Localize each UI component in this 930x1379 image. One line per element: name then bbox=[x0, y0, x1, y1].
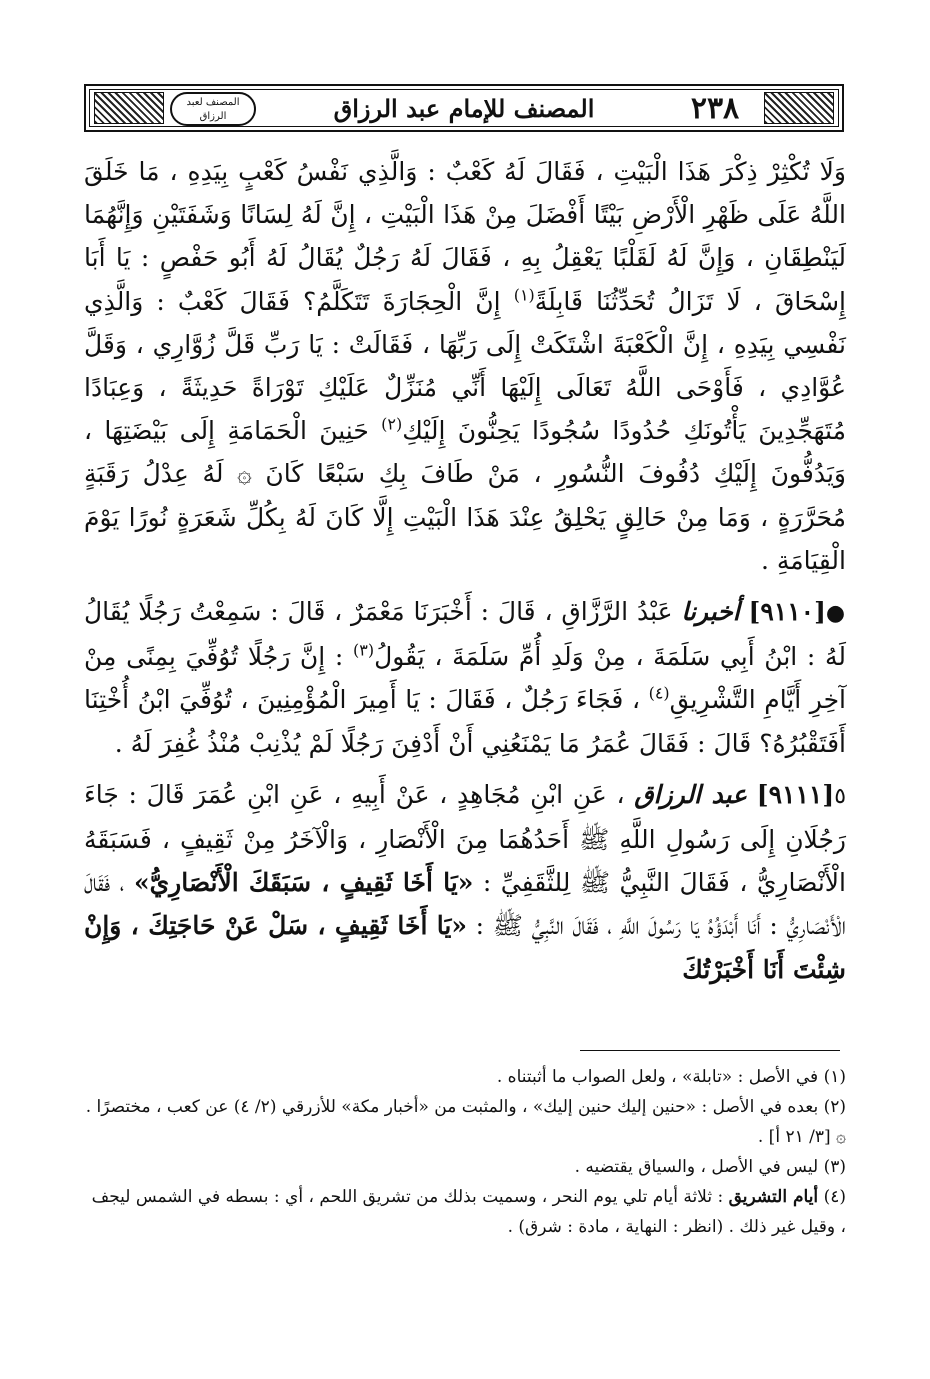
footnote-4 bbox=[84, 1182, 846, 1242]
footnote-ref-4: (٤) bbox=[648, 684, 670, 704]
bullet-marker: ● bbox=[825, 601, 846, 627]
prophetic-quote: «يَا أَخَا ثَقِيفٍ ، سَلْ عَنْ حَاجَتِكَ ، وَإِنْ شِئْتَ أَنَا أَخْبَرْتُكَ bbox=[84, 911, 846, 984]
narrator-formula: أخبرنا bbox=[681, 597, 740, 627]
text-segment: إِنَّ الْحِجَارَةَ تَتَكَلَّمُ؟ فَقَالَ كَعْبٌ : وَالَّذِي نَفْسِي بِيَدِهِ ، إِنَّ الْكَعْبَةَ اشْتَكَتْ إِلَى رَبِّهَا ، فَقَالَتْ : يَا رَبِّ قَلَّ زُوَّارِي ، وَقَلَّ عُوَّادِي ، فَأَوْحَى اللَّهُ تَعَالَى إِلَيْهَا أَنِّي مُنَزِّلٌ عَلَيْكِ تَوْرَاةً حَدِيثَةً ، وَعِبَادًا مُتَهَجِّدِينَ يَأْتُونَكِ حُدُودًا سُجُودًا يَحِنُّونَ إِلَيْكِ bbox=[84, 286, 846, 446]
text-segment: وَلَا تُكْثِرْ ذِكْرَ هَذَا الْبَيْتِ ، فَقَالَ لَهُ كَعْبٌ : وَالَّذِي نَفْسُ كَعْبٍ بِيَدِهِ ، مَا خَلَقَ اللَّهُ عَلَى ظَهْرِ الْأَرْضِ بَيْتًا أَفْضَلَ مِنْ هَذَا الْبَيْتِ ، إِنَّ لَهُ لِسَانًا وَشَفَتَيْنِ وَإِنَّهُمَا لَيَنْطِقَانِ ، وَإِنَّ لَهُ لَقَلْبًا يَعْقِلُ بِهِ ، فَقَالَ لَهُ رَجُلٌ يُقَالُ لَهُ أَبُو حَفْصٍ : يَا أَبَا إِسْحَاقَ ، لَا تَزَالُ تُحَدِّثُنَا قَابِلَةً bbox=[84, 157, 846, 316]
text-segment: : إِنَّ رَجُلًا تُوُفِّيَ بِمِنًى مِنْ آخِرِ أَيَّامِ التَّشْرِيقِ bbox=[84, 642, 846, 715]
footnote-1: (١) في الأصل : «تابلة» ، ولعل الصواب ما أثبتناه . bbox=[496, 1067, 846, 1087]
footnote-number: (٤) bbox=[818, 1187, 846, 1207]
right-ornament bbox=[764, 92, 834, 124]
hadith-9111 bbox=[84, 773, 846, 991]
narrator-name: عبد الرزاق bbox=[634, 779, 748, 809]
main-text bbox=[84, 150, 846, 991]
page-header bbox=[84, 84, 844, 132]
report-number: [٩١١٠] bbox=[748, 597, 826, 627]
paragraph-continuation bbox=[84, 150, 846, 582]
footnote-ref-1: (١) bbox=[513, 285, 535, 305]
prophetic-quote: «يَا أَخَا ثَقِيفٍ ، سَبَقَكَ الْأَنْصَارِيُّ» bbox=[133, 868, 474, 898]
footnote-divider bbox=[580, 1050, 840, 1051]
circle-marker: ٥ bbox=[834, 783, 847, 809]
footnote-ref-3: (٣) bbox=[352, 640, 375, 660]
text-segment: ، فَقَالَ الْأَنْصَارِيُّ : أَنَا أَبْدَؤُهُ يَا رَسُولَ اللَّهِ ، فَقَالَ النَّبِيُّ ﷺ : bbox=[84, 868, 846, 941]
text-segment: ، فَجَاءَ رَجُلٌ ، فَقَالَ : يَا أَمِيرَ الْمُؤْمِنِينَ ، تُوُفِّيَ ابْنُ أُخْتِنَا أَفَتَقْبُرُهُ؟ قَالَ : فَقَالَ عُمَرُ مَا يَمْنَعُنِي أَنْ أَدْفِنَ رَجُلًا لَمْ يُذْنِبْ مُنْذُ غُفِرَ لَهُ . bbox=[84, 685, 846, 758]
text-segment: عَبْدُ الرَّزَّاقِ ، قَالَ : أَخْبَرَنَا مَعْمَرٌ ، قَالَ : سَمِعْتُ رَجُلًا يُقَالُ لَهُ : ابْنُ أَبِي سَلَمَةَ ، مِنْ وَلَدِ أُمِّ سَلَمَةَ ، يَقُولُ bbox=[84, 597, 846, 672]
footnote-text: : ثلاثة أيام تلي يوم النحر ، وسميت بذلك من تشريق اللحم ، أي : بسطه في الشمس ليجف ، وقيل غير ذلك . (انظر : النهاية ، مادة : شرق) . bbox=[91, 1187, 846, 1237]
page-number: ٢٣٨ bbox=[672, 92, 758, 126]
footnotes bbox=[84, 1062, 846, 1242]
footnote-3: (٣) ليس في الأصل ، والسياق يقتضيه . bbox=[574, 1157, 846, 1177]
left-ornament bbox=[94, 92, 164, 124]
text-segment: حَنِينَ الْحَمَامَةِ إِلَى بَيْضَتِهَا ، وَيَدُفُّونَ إِلَيْكِ دُفُوفَ النُّسُورِ ، مَنْ طَافَ بِكِ سَبْعًا كَانَ ۞ لَهُ عِدْلُ رَقَبَةٍ مُحَرَّرَةٍ ، وَمَا مِنْ حَالِقٍ يَحْلِقُ عِنْدَ هَذَا الْبَيْتِ إِلَّا كَانَ لَهُ بِكُلِّ شَعَرَةٍ نُورًا يَوْمَ الْقِيَامَةِ . bbox=[84, 416, 846, 575]
glossed-term: أيام التشريق bbox=[728, 1187, 819, 1207]
text-segment: ، عَنِ ابْنِ مُجَاهِدٍ ، عَنْ أَبِيهِ ، عَنِ ابْنِ عُمَرَ قَالَ : جَاءَ رَجُلَانِ إِلَى رَسُولِ اللَّهِ ﷺ أَحَدُهُمَا مِنَ الْأَنْصَارِ ، وَالْآخَرُ مِنْ ثَقِيفٍ ، فَسَبَقَهُ الْأَنْصَارِيُّ ، فَقَالَ النَّبِيُّ ﷺ لِلثَّقَفِيِّ : bbox=[84, 779, 847, 898]
hadith-9110 bbox=[84, 590, 846, 765]
book-title: المصنف للإمام عبد الرزاق bbox=[333, 94, 595, 123]
footnote-2: (٢) بعده في الأصل : «حنين إليك حنين إليك» ، والمثبت من «أخبار مكة» للأزرقي (٢/ ٤) عن كعب ، مختصرًا . bbox=[85, 1097, 846, 1117]
book-emblem: المصنف لعبد الرزاق bbox=[170, 92, 256, 126]
folio-reference: ۞ [٣/ ٢١ أ] . bbox=[757, 1127, 846, 1147]
footnote-ref-2: (٢) bbox=[381, 414, 403, 434]
report-number: [٩١١١] bbox=[756, 779, 835, 809]
